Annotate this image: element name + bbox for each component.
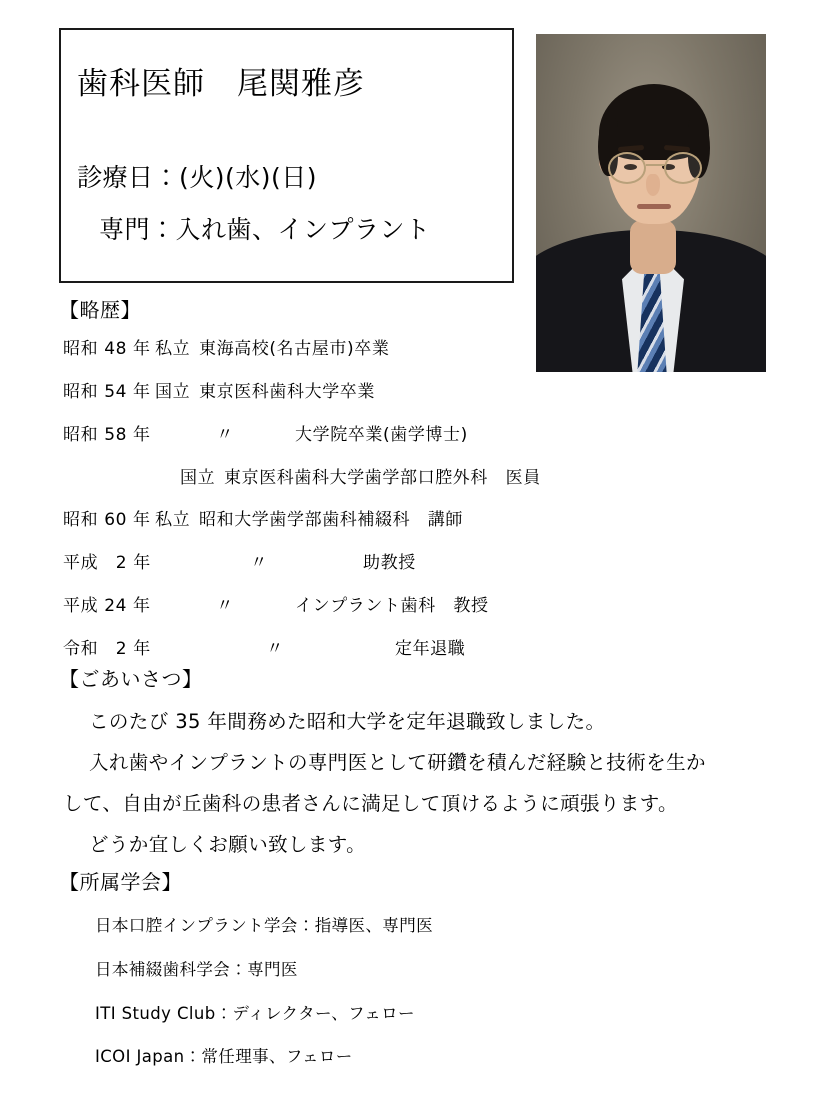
glasses-lens-right (664, 152, 702, 184)
specialty: 専門：入れ歯、インプラント (99, 215, 431, 244)
history-row (180, 463, 541, 488)
greeting-line: して、自由が丘歯科の患者さんに満足して頂けるように頑張ります。 (63, 792, 678, 815)
greeting-line: 入れ歯やインプラントの専門医として研鑽を積んだ経験と技術を生か (89, 751, 706, 774)
clinic-days: 診療日：(火)(水)(日) (77, 163, 318, 192)
title-box (59, 28, 514, 283)
history-ditto: 〃 (216, 596, 234, 616)
history-ditto: 〃 (250, 553, 268, 573)
history-kind: 私立 (155, 510, 191, 530)
history-ditto: 〃 (216, 425, 234, 445)
history-year: 昭和 60 年 (63, 510, 151, 530)
history-kind: 国立 (180, 468, 216, 488)
history-ditto: 〃 (266, 639, 284, 659)
glasses-lens-left (608, 152, 646, 184)
history-kind: 国立 (155, 382, 191, 402)
society-item: 日本口腔インプラント学会：指導医、専門医 (95, 916, 433, 935)
greeting-line: どうか宜しくお願い致します。 (89, 833, 367, 856)
history-text: 昭和大学歯学部歯科補綴科 講師 (199, 510, 463, 530)
glasses-bridge (646, 164, 664, 166)
header-row (0, 28, 825, 308)
history-kind: 私立 (155, 339, 191, 359)
doctor-title-name: 歯科医師 尾関雅彦 (77, 66, 365, 102)
history-text: 大学院卒業(歯学博士) (295, 425, 468, 445)
greeting-line: このたび 35 年間務めた昭和大学を定年退職致しました。 (89, 710, 606, 733)
society-item: ITI Study Club：ディレクター、フェロー (95, 1004, 415, 1023)
history-row (63, 591, 489, 616)
history-text: 助教授 (363, 553, 416, 573)
history-row (63, 634, 465, 659)
history-text: インプラント歯科 教授 (295, 596, 489, 616)
history-year: 平成 2 年 (63, 553, 151, 573)
history-row (63, 505, 463, 530)
history-text: 東海高校(名古屋市)卒業 (199, 339, 390, 359)
society-item: 日本補綴歯科学会：専門医 (95, 960, 298, 979)
history-text: 東京医科歯科大学歯学部口腔外科 医員 (224, 468, 541, 488)
greeting-heading: 【ごあいさつ】 (59, 667, 203, 691)
history-year: 平成 24 年 (63, 596, 151, 616)
history-row (63, 334, 389, 359)
history-row (63, 548, 416, 573)
portrait-photo (536, 34, 766, 372)
portrait-neck (630, 220, 676, 274)
history-text: 定年退職 (395, 639, 466, 659)
history-row (63, 420, 468, 445)
history-heading: 【略歴】 (59, 298, 141, 322)
history-year: 昭和 58 年 (63, 425, 151, 445)
society-item: ICOI Japan：常任理事、フェロー (95, 1047, 353, 1066)
history-text: 東京医科歯科大学卒業 (199, 382, 375, 402)
portrait-nose (646, 174, 660, 196)
history-year: 令和 2 年 (63, 639, 151, 659)
history-year: 昭和 48 年 (63, 339, 151, 359)
history-year: 昭和 54 年 (63, 382, 151, 402)
portrait-mouth (637, 204, 671, 209)
history-row (63, 377, 375, 402)
societies-heading: 【所属学会】 (59, 870, 182, 894)
